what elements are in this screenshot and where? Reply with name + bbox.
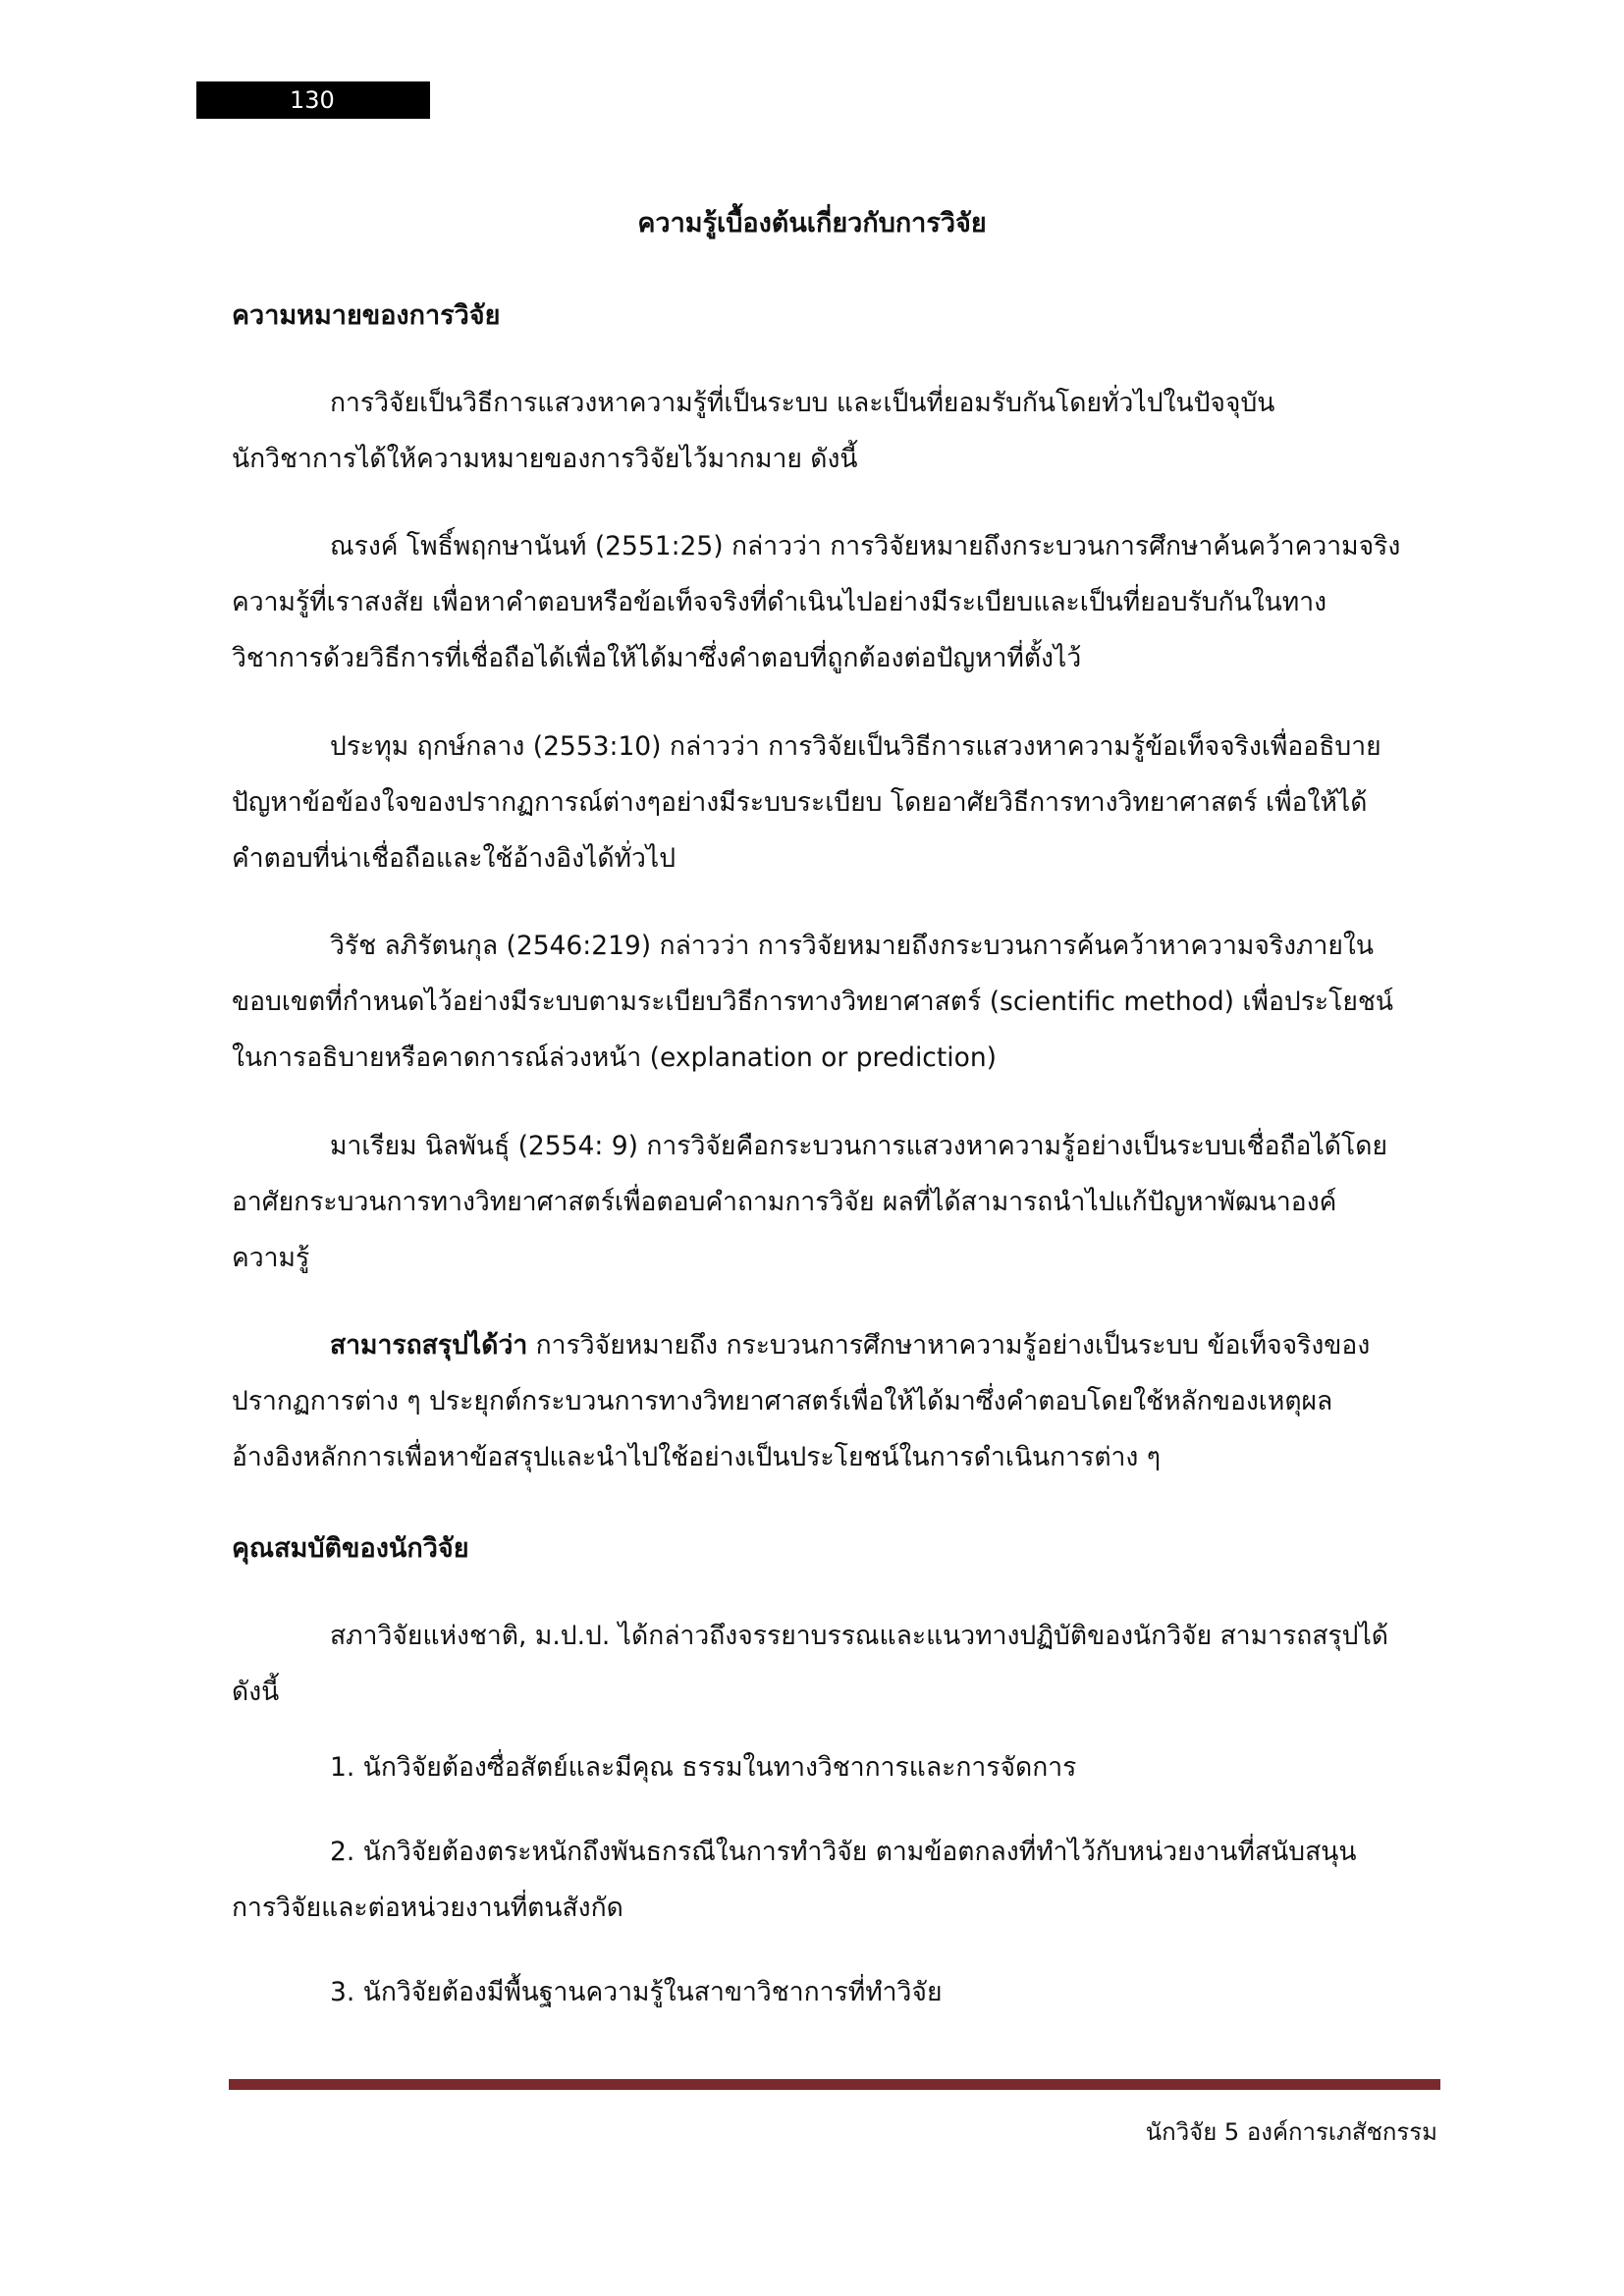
list-item-line: 1. นักวิจัยต้องซื่อสัตย์และมีคุณ ธรรมในทางวิชาการและการจัดการ [330, 1752, 1077, 1783]
paragraph-line: ความรู้ [232, 1243, 310, 1273]
paragraph-line: อ้างอิงหลักการเพื่อหาข้อสรุปและนำไปใช้อย่างเป็นประโยชน์ในการดำเนินการต่าง ๆ [232, 1442, 1162, 1472]
summary-first-line-rest: การวิจัยหมายถึง กระบวนการศึกษาหาความรู้อย่างเป็นระบบ ข้อเท็จจริงของ [527, 1330, 1371, 1361]
page-number-bar [196, 81, 430, 119]
paragraph-line: นักวิชาการได้ให้ความหมายของการวิจัยไว้มากมาย ดังนี้ [232, 444, 858, 474]
paragraph-line: วิรัช ลภิรัตนกุล (2546:219) กล่าวว่า การวิจัยหมายถึงกระบวนการค้นคว้าหาความจริงภายใน [330, 931, 1374, 961]
paragraph-line: ณรงค์ โพธิ์พฤกษานันท์ (2551:25) กล่าวว่า การวิจัยหมายถึงกระบวนการศึกษาค้นคว้าความจริง [330, 531, 1401, 561]
paragraph-line: ความรู้ที่เราสงสัย เพื่อหาคำตอบหรือข้อเท็จจริงที่ดำเนินไปอย่างมีระเบียบและเป็นที่ยอบรับกันในทาง [232, 587, 1327, 617]
section-heading-qualifications: คุณสมบัติของนักวิจัย [232, 1533, 469, 1564]
paragraph-line: ในการอธิบายหรือคาดการณ์ล่วงหน้า (explanation or prediction) [232, 1042, 997, 1073]
list-item [232, 1739, 1439, 1795]
paragraph-intro [232, 375, 1439, 487]
paragraph-line: ขอบเขตที่กำหนดไว้อย่างมีระบบตามระเบียบวิธีการทางวิทยาศาสตร์ (scientific method) เพื่อประโยชน์ [232, 987, 1394, 1017]
paragraph-qualifications-intro [232, 1608, 1439, 1720]
list-item [232, 1824, 1439, 1936]
paragraph-definition-4 [232, 1118, 1439, 1286]
paragraph-line: มาเรียม นิลพันธุ์ (2554: 9) การวิจัยคือกระบวนการแสวงหาความรู้อย่างเป็นระบบเชื่อถือได้โดย [330, 1131, 1387, 1161]
summary-lead: สามารถสรุปได้ว่า [330, 1330, 528, 1361]
list-item-line: การวิจัยและต่อหน่วยงานที่ตนสังกัด [232, 1893, 623, 1923]
list-item [232, 1964, 1439, 2020]
footer-text: นักวิจัย 5 องค์การเภสัชกรรม [1145, 2118, 1437, 2146]
paragraph-line: ดังนี้ [232, 1677, 280, 1707]
list-item-line: 3. นักวิจัยต้องมีพื้นฐานความรู้ในสาขาวิชาการที่ทำวิจัย [330, 1977, 943, 2007]
summary-first-line [232, 1317, 1439, 1373]
paragraph-definition-3 [232, 918, 1439, 1086]
paragraph-summary [232, 1317, 1439, 1485]
paragraph-line: ประทุม ฤกษ์กลาง (2553:10) กล่าวว่า การวิจัยเป็นวิธีการแสวงหาความรู้ข้อเท็จจริงเพื่ออธิบาย [330, 731, 1381, 762]
document-title: ความรู้เบื้องต้นเกี่ยวกับการวิจัย [637, 208, 987, 239]
paragraph-line: วิชาการด้วยวิธีการที่เชื่อถือได้เพื่อให้ได้มาซึ่งคำตอบที่ถูกต้องต่อปัญหาที่ตั้งไว้ [232, 643, 1082, 673]
page-number: 130 [290, 86, 335, 114]
section-heading-meaning: ความหมายของการวิจัย [232, 300, 501, 331]
paragraph-line: อาศัยกระบวนการทางวิทยาศาสตร์เพื่อตอบคำถามการวิจัย ผลที่ได้สามารถนำไปแก้ปัญหาพัฒนาองค์ [232, 1187, 1337, 1217]
paragraph-line: สภาวิจัยแห่งชาติ, ม.ป.ป. ได้กล่าวถึงจรรยาบรรณและแนวทางปฏิบัติของนักวิจัย สามารถสรุปได้ [330, 1621, 1389, 1651]
list-item-line: 2. นักวิจัยต้องตระหนักถึงพันธกรณีในการทำวิจัย ตามข้อตกลงที่ทำไว้กับหน่วยงานที่สนับสนุน [330, 1837, 1357, 1867]
paragraph-line: คำตอบที่น่าเชื่อถือและใช้อ้างอิงได้ทั่วไป [232, 843, 677, 874]
paragraph-line: ปัญหาข้อข้องใจของปรากฏการณ์ต่างๆอย่างมีระบบระเบียบ โดยอาศัยวิธีการทางวิทยาศาสตร์ เพื่อให้ได้ [232, 787, 1368, 818]
footer-rule [229, 2079, 1440, 2090]
paragraph-definition-1 [232, 518, 1439, 686]
paragraph-line: ปรากฏการต่าง ๆ ประยุกต์กระบวนการทางวิทยาศาสตร์เพื่อให้ได้มาซึ่งคำตอบโดยใช้หลักของเหตุผล [232, 1386, 1333, 1416]
paragraph-definition-2 [232, 719, 1439, 886]
paragraph-line: การวิจัยเป็นวิธีการแสวงหาความรู้ที่เป็นระบบ และเป็นที่ยอมรับกันโดยทั่วไปในปัจจุบัน [330, 388, 1275, 418]
